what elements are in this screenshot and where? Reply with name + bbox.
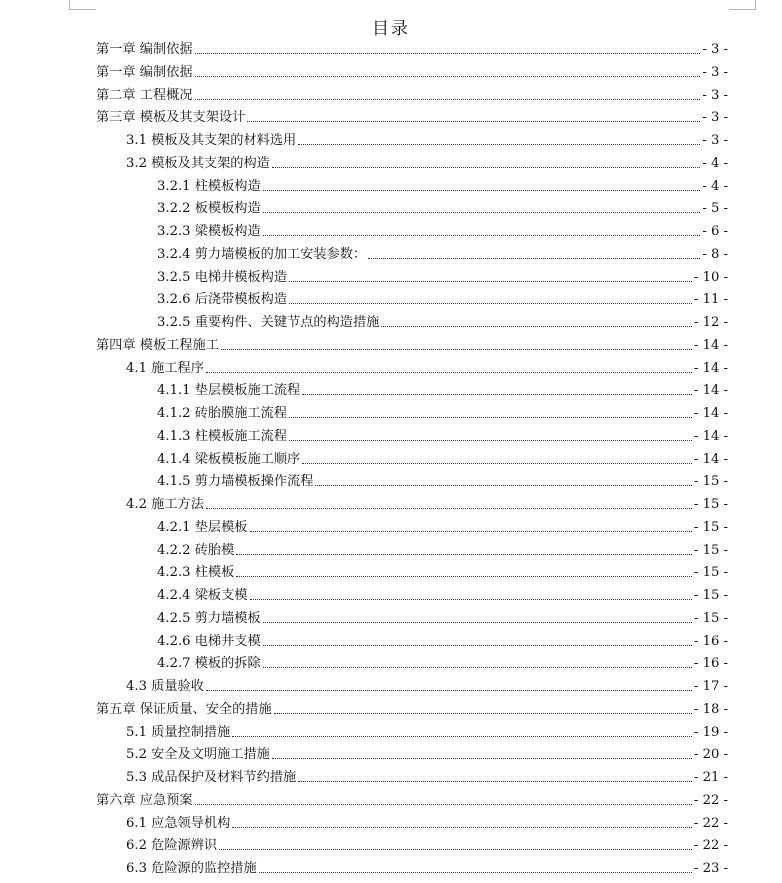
toc-entry-page-number: - 22 - xyxy=(693,838,728,854)
toc-entry-page-number: - 15 - xyxy=(693,474,728,490)
toc-entry-title: 3.2.5 电梯井模板构造 xyxy=(157,269,288,285)
toc-entry[interactable] xyxy=(157,537,728,559)
toc-entry-page-number: - 3 - xyxy=(702,110,728,126)
crop-mark-top-right-h xyxy=(729,9,756,10)
toc-dot-leader xyxy=(263,645,692,646)
toc-entry-title: 5.1 质量控制措施 xyxy=(126,724,231,740)
toc-dot-leader xyxy=(274,713,692,714)
toc-entry-title: 6.1 应急领导机构 xyxy=(126,815,231,831)
toc-entry-title: 4.2.2 砖胎模 xyxy=(157,542,235,558)
toc-entry-page-number: - 5 - xyxy=(702,201,728,217)
toc-dot-leader xyxy=(206,690,692,691)
toc-dot-leader xyxy=(247,121,700,122)
toc-entry[interactable] xyxy=(126,810,728,832)
toc-entry-title: 4.2.4 梁板支模 xyxy=(157,588,248,603)
toc-dot-leader xyxy=(315,485,691,486)
toc-entry-title: 4.2.1 垫层模板 xyxy=(157,519,248,535)
toc-entry[interactable] xyxy=(96,104,728,126)
toc-entry-page-number: - 16 - xyxy=(693,656,728,672)
toc-entry-title: 5.3 成品保护及材料节约措施 xyxy=(126,770,297,785)
toc-entry-page-number: - 17 - xyxy=(693,679,728,694)
toc-dot-leader xyxy=(289,440,692,441)
toc-entry-page-number: - 19 - xyxy=(693,724,728,740)
toc-entry-title: 4.1 施工程序 xyxy=(126,360,204,376)
toc-entry[interactable] xyxy=(96,59,728,81)
toc-dot-leader xyxy=(289,281,692,282)
toc-entry[interactable] xyxy=(157,195,728,217)
toc-dot-leader xyxy=(289,417,692,418)
toc-dot-leader xyxy=(263,235,701,236)
toc-dot-leader xyxy=(298,781,692,782)
toc-dot-leader xyxy=(219,849,692,850)
toc-entry[interactable] xyxy=(157,650,728,672)
toc-entry-page-number: - 14 - xyxy=(693,406,728,421)
toc-entry[interactable] xyxy=(126,127,728,149)
toc-title: 目录 xyxy=(372,19,410,39)
toc-entry-page-number: - 18 - xyxy=(693,701,728,717)
toc-entry-page-number: - 15 - xyxy=(693,565,728,581)
toc-entry-title: 4.2.5 剪力墙模板 xyxy=(157,610,261,626)
crop-mark-top-right-v xyxy=(755,0,756,9)
toc-entry[interactable] xyxy=(157,241,728,263)
toc-entry-page-number: - 4 - xyxy=(702,155,728,171)
crop-mark-top-left-v xyxy=(69,0,70,9)
toc-entry-page-number: - 4 - xyxy=(702,178,728,194)
toc-entry[interactable] xyxy=(157,400,728,422)
toc-entry-title: 4.1.1 垫层模板施工流程 xyxy=(157,383,301,399)
toc-entry-title: 第四章 模板工程施工 xyxy=(96,337,219,353)
toc-entry-page-number: - 3 - xyxy=(702,87,728,103)
toc-entry-title: 4.1.5 剪力墙模板操作流程 xyxy=(157,474,314,490)
toc-dot-leader xyxy=(272,758,692,759)
toc-entry-title: 第六章 应急预案 xyxy=(96,792,193,808)
toc-entry-page-number: - 10 - xyxy=(693,269,728,285)
toc-dot-leader xyxy=(289,303,692,304)
toc-entry-page-number: - 11 - xyxy=(693,292,728,308)
toc-entry-title: 第二章 工程概况 xyxy=(96,87,193,103)
toc-entry[interactable] xyxy=(157,173,728,195)
toc-entry-title: 4.2.7 模板的拆除 xyxy=(157,656,261,672)
toc-entry[interactable] xyxy=(157,264,728,286)
toc-entry-page-number: - 3 - xyxy=(702,133,728,148)
crop-mark-top-left-h xyxy=(69,9,96,10)
toc-dot-leader xyxy=(232,736,692,737)
toc-dot-leader xyxy=(195,76,701,77)
toc-entry-page-number: - 20 - xyxy=(693,747,728,763)
toc-dot-leader xyxy=(206,372,692,373)
toc-entry-title: 3.2.2 板模板构造 xyxy=(157,201,261,217)
toc-entry-title: 3.2.6 后浇带模板构造 xyxy=(157,292,288,308)
toc-entry-title: 4.2.6 电梯井支模 xyxy=(157,633,261,649)
toc-dot-leader xyxy=(195,99,701,100)
toc-entry-title: 4.3 质量验收 xyxy=(126,679,204,694)
toc-entry[interactable] xyxy=(126,719,728,741)
toc-entry[interactable] xyxy=(157,377,728,399)
toc-entry[interactable] xyxy=(96,332,728,354)
toc-entry[interactable] xyxy=(96,696,728,718)
toc-dot-leader xyxy=(263,622,692,623)
toc-dot-leader xyxy=(259,872,692,873)
toc-entry[interactable] xyxy=(126,764,728,786)
toc-entry-page-number: - 14 - xyxy=(693,383,728,399)
toc-entry-page-number: - 22 - xyxy=(693,792,728,808)
toc-entry[interactable] xyxy=(126,832,728,854)
toc-entry-page-number: - 14 - xyxy=(693,451,728,467)
toc-dot-leader xyxy=(221,349,692,350)
toc-entry-page-number: - 14 - xyxy=(693,337,728,353)
toc-entry-title: 3.2.1 柱模板构造 xyxy=(157,178,261,194)
toc-entry-title: 3.1 模板及其支架的材料选用 xyxy=(126,133,297,148)
toc-entry[interactable] xyxy=(157,309,728,331)
toc-entry[interactable] xyxy=(126,355,728,377)
toc-dot-leader xyxy=(381,326,692,327)
toc-entry-page-number: - 15 - xyxy=(693,588,728,603)
toc-dot-leader xyxy=(195,804,692,805)
toc-entry-title: 4.2 施工方法 xyxy=(126,497,204,512)
toc-dot-leader xyxy=(302,463,692,464)
toc-dot-leader xyxy=(263,190,701,191)
toc-entry-title: 3.2.4 剪力墙模板的加工安装参数： xyxy=(157,246,367,262)
toc-dot-leader xyxy=(263,667,692,668)
toc-entry-title: 第一章 编制依据 xyxy=(96,64,193,80)
toc-dot-leader xyxy=(250,531,692,532)
toc-entry[interactable] xyxy=(96,787,728,809)
toc-entry-page-number: - 15 - xyxy=(693,519,728,535)
toc-entry-title: 第五章 保证质量、安全的措施 xyxy=(96,701,272,717)
toc-entry-title: 第一章 编制依据 xyxy=(96,42,193,57)
toc-entry-page-number: - 21 - xyxy=(693,770,728,785)
toc-dot-leader xyxy=(250,599,692,600)
toc-entry-page-number: - 15 - xyxy=(693,542,728,558)
toc-entry[interactable] xyxy=(126,673,728,695)
toc-dot-leader xyxy=(195,53,701,54)
toc-dot-leader xyxy=(263,212,701,213)
toc-entry-page-number: - 15 - xyxy=(693,497,728,512)
toc-dot-leader xyxy=(236,576,692,577)
toc-entry-title: 3.2.3 梁模板构造 xyxy=(157,224,261,239)
toc-entry[interactable] xyxy=(126,855,728,877)
toc-entry-page-number: - 15 - xyxy=(693,610,728,626)
toc-dot-leader xyxy=(232,827,692,828)
toc-entry[interactable] xyxy=(126,491,728,513)
toc-entry[interactable] xyxy=(157,559,728,581)
toc-entry-title: 5.2 安全及文明施工措施 xyxy=(126,747,270,763)
toc-entry-page-number: - 8 - xyxy=(702,246,728,262)
toc-dot-leader xyxy=(272,167,700,168)
toc-dot-leader xyxy=(206,508,692,509)
toc-entry-page-number: - 6 - xyxy=(702,224,728,239)
toc-dot-leader xyxy=(302,394,692,395)
toc-entry-title: 3.2.5 重要构件、关键节点的构造措施 xyxy=(157,315,380,330)
toc-entry-page-number: - 22 - xyxy=(693,815,728,831)
toc-entry-title: 6.2 危险源辨识 xyxy=(126,838,218,854)
toc-entry[interactable] xyxy=(157,468,728,490)
toc-entry-title: 4.1.3 柱模板施工流程 xyxy=(157,428,288,444)
toc-entry-page-number: - 3 - xyxy=(702,64,728,80)
toc-entry-page-number: - 14 - xyxy=(693,360,728,376)
toc-entry[interactable] xyxy=(157,628,728,650)
toc-entry-title: 6.3 危险源的监控措施 xyxy=(126,861,257,876)
toc-entry[interactable] xyxy=(96,36,728,58)
toc-entry[interactable] xyxy=(96,82,728,104)
toc-entry-page-number: - 23 - xyxy=(693,861,728,876)
toc-dot-leader xyxy=(236,554,692,555)
toc-entry[interactable] xyxy=(157,605,728,627)
toc-entry[interactable] xyxy=(157,286,728,308)
toc-entry-title: 4.1.4 梁板模板施工顺序 xyxy=(157,451,301,467)
toc-dot-leader xyxy=(298,144,700,145)
toc-entry-page-number: - 3 - xyxy=(702,42,728,57)
toc-entry[interactable] xyxy=(126,150,728,172)
toc-dot-leader xyxy=(368,258,700,259)
toc-entry-title: 4.2.3 柱模板 xyxy=(157,565,235,581)
toc-entry[interactable] xyxy=(157,514,728,536)
toc-entry[interactable] xyxy=(157,423,728,445)
toc-entry-title: 第三章 模板及其支架设计 xyxy=(96,110,246,126)
toc-entry-page-number: - 14 - xyxy=(693,428,728,444)
toc-entry-page-number: - 16 - xyxy=(693,633,728,649)
toc-entry-page-number: - 12 - xyxy=(693,315,728,330)
toc-entry[interactable] xyxy=(157,582,728,604)
toc-entry-title: 4.1.2 砖胎膜施工流程 xyxy=(157,406,288,421)
toc-entry[interactable] xyxy=(157,218,728,240)
toc-entry-title: 3.2 模板及其支架的构造 xyxy=(126,155,270,171)
toc-entry[interactable] xyxy=(157,446,728,468)
toc-entry[interactable] xyxy=(126,741,728,763)
